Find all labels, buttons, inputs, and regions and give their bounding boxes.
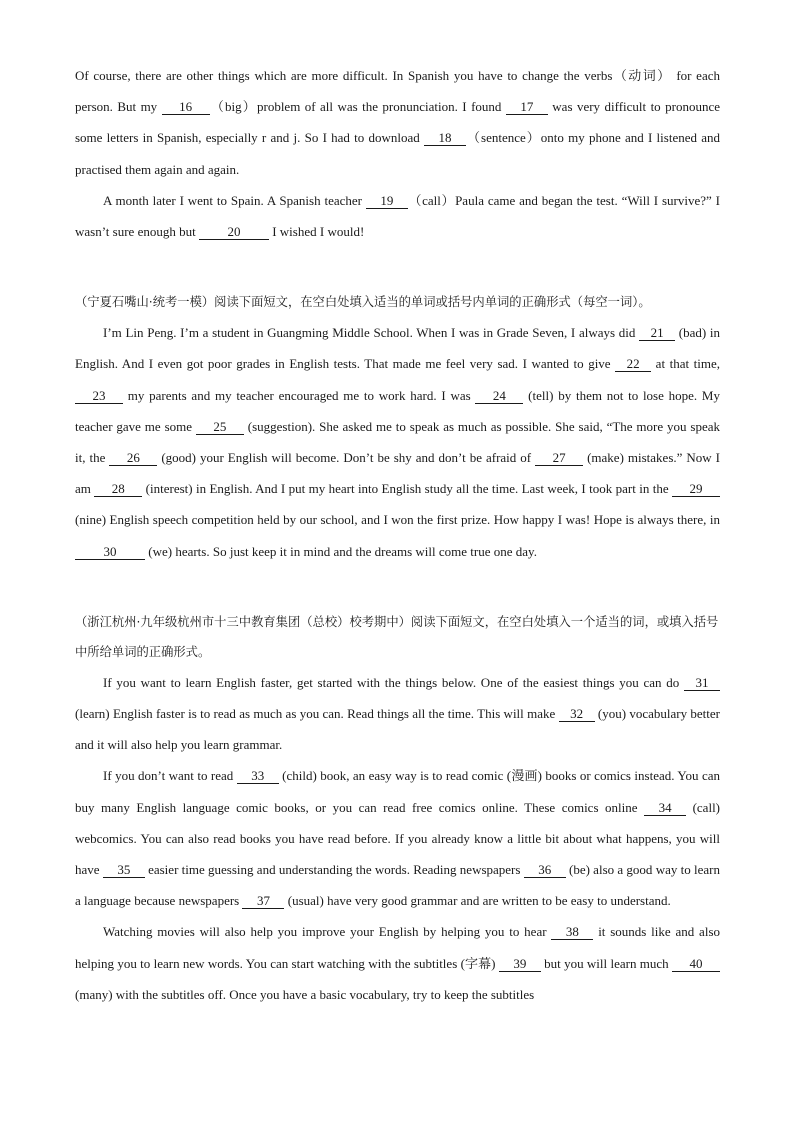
text-run: I wished I would! (268, 224, 365, 240)
blank-40[interactable]: 40 (672, 957, 720, 972)
text-run: (you) vocabulary better and it will also help you learn grammar. (75, 706, 720, 753)
text-run: it sounds like and also helping you to learn new words. You can start watching with the subtitles (字幕) (75, 924, 721, 971)
blank-32[interactable]: 32 (559, 707, 595, 722)
text-run: (bad) in English. And I even got poor grades in English tests. That made me feel very sad. I wanted to give (75, 325, 720, 372)
paragraph-comics (75, 760, 720, 916)
blank-30[interactable]: 30 (75, 545, 145, 560)
blank-19[interactable]: 19 (366, 194, 408, 209)
paragraph-spanish-1 (75, 60, 720, 185)
blank-25[interactable]: 25 (196, 420, 244, 435)
blank-28[interactable]: 28 (94, 482, 142, 497)
blank-31[interactable]: 31 (684, 676, 720, 691)
blank-36[interactable]: 36 (524, 863, 566, 878)
paragraph-spanish-2 (75, 185, 720, 247)
text-run: （call）Paula came and began the test. “Will I survive?” I wasn’t sure enough but (75, 192, 720, 240)
text-run: (make) mistakes.” Now I am (75, 450, 720, 497)
text-run: (good) your English will become. Don’t be shy and don’t be afraid of (157, 450, 536, 466)
text-run: （big）problem of all was the pronunciation. I found (209, 99, 506, 115)
text-run: (child) book, an easy way is to read comic (漫画) books or comics instead. You can buy many English language comic books, or you can read free comics online. These comics online (75, 768, 720, 815)
text-run: If you don’t want to read (103, 768, 237, 784)
blank-39[interactable]: 39 (499, 957, 541, 972)
blank-23[interactable]: 23 (75, 389, 123, 404)
blank-33[interactable]: 33 (237, 769, 279, 784)
text-run: I’m Lin Peng. I’m a student in Guangming Middle School. When I was in Grade Seven, I always did (103, 325, 640, 341)
text-run: （sentence）onto my phone and I listened and practised them again and again. (75, 130, 720, 177)
text-run: (call) webcomics. You can also read books you have read before. If you already know a little bit about what happens, you will have (75, 799, 721, 878)
text-run: (learn) English faster is to read as much as you can. Read things all the time. This will make (75, 706, 559, 722)
blank-16[interactable]: 16 (162, 100, 210, 115)
blank-17[interactable]: 17 (506, 100, 548, 115)
text-run: (suggestion). She asked me to speak as much as possible. She said, “The more you speak it, the (75, 418, 720, 466)
text-run: at that time, (651, 356, 720, 372)
blank-37[interactable]: 37 (242, 894, 284, 909)
text-run: A month later I went to Spain. A Spanish teacher (103, 192, 366, 208)
blank-34[interactable]: 34 (644, 801, 686, 816)
text-run: but you will learn much (540, 955, 672, 971)
text-run: (tell) by them not to lose hope. My teacher gave me some (75, 387, 720, 434)
blank-35[interactable]: 35 (103, 863, 145, 878)
section-heading-hangzhou: （浙江杭州·九年级杭州市十三中教育集团（总校）校考期中）阅读下面短文，在空白处填入一个适当的词，或填入括号中所给单词的正确形式。 (75, 614, 719, 659)
text-run: Of course, there are other things which are more difficult. In Spanish you have to change the verbs（动词） for each person. But my (75, 68, 720, 115)
paragraph-movies (75, 916, 720, 1010)
text-run: If you want to learn English faster, get started with the things below. One of the easiest things you can do (103, 674, 684, 690)
text-run: my parents and my teacher encouraged me to work hard. I was (123, 387, 476, 403)
text-run: (interest) in English. And I put my heart into English study all the time. Last week, I took part in the (142, 481, 672, 497)
paragraph-lin-peng (75, 317, 720, 567)
blank-20[interactable]: 20 (199, 225, 269, 240)
text-run: Watching movies will also help you improve your English by helping you to hear (103, 924, 552, 940)
blank-24[interactable]: 24 (475, 389, 523, 404)
paragraph-learn-faster (75, 667, 720, 761)
blank-22[interactable]: 22 (615, 357, 651, 372)
document-page (75, 60, 720, 1010)
text-run: (be) also a good way to learn a language because newspapers (75, 862, 720, 909)
blank-26[interactable]: 26 (109, 451, 157, 466)
text-run: (we) hearts. So just keep it in mind and the dreams will come true one day. (145, 543, 537, 559)
text-run: (usual) have very good grammar and are written to be easy to understand. (284, 893, 671, 909)
blank-29[interactable]: 29 (672, 482, 720, 497)
text-run: easier time guessing and understanding the words. Reading newspapers (144, 862, 524, 878)
section-heading-ningxia: （宁夏石嘴山·统考一模）阅读下面短文，在空白处填入适当的单词或括号内单词的正确形式（每空一词）。 (75, 295, 651, 310)
blank-18[interactable]: 18 (424, 131, 466, 146)
text-run: (nine) English speech competition held by our school, and I won the first prize. How happy I was! Hope is always there, in (75, 512, 720, 528)
text-run: was very difficult to pronounce some letters in Spanish, especially r and j. So I had to download (75, 99, 720, 146)
text-run: (many) with the subtitles off. Once you have a basic vocabulary, try to keep the subtitles (75, 986, 535, 1002)
blank-27[interactable]: 27 (535, 451, 583, 466)
blank-38[interactable]: 38 (551, 925, 593, 940)
blank-21[interactable]: 21 (639, 326, 675, 341)
